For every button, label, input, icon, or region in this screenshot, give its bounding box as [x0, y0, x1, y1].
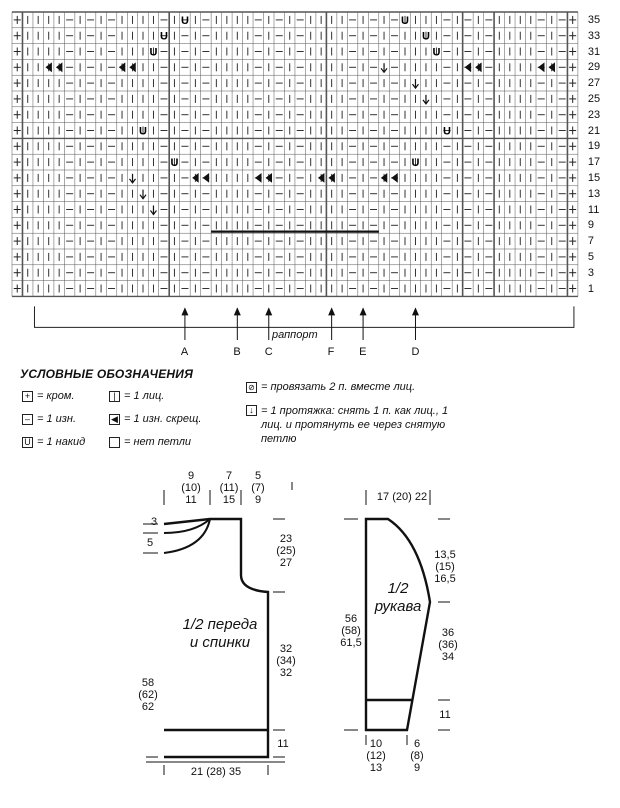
row-number: 29 — [587, 61, 601, 74]
k2tog-icon: ⊘ — [246, 382, 257, 393]
knit-stitch-icon: | — [109, 391, 120, 402]
row-number: 19 — [587, 140, 601, 153]
sleeve-title: 1/2 рукава — [374, 580, 422, 615]
legend-pull-text-3: петлю — [261, 433, 297, 445]
purl-stitch-icon: – — [22, 414, 33, 425]
row-number: 23 — [587, 108, 601, 121]
body-rib: 11 — [277, 738, 289, 750]
row-number: 5 — [587, 250, 595, 263]
marker-d: D — [411, 346, 420, 359]
svg-text:U: U — [442, 125, 451, 138]
marker-a: A — [180, 346, 189, 359]
edge-stitch-icon: + — [22, 391, 33, 402]
sleeve-cap: 13,5 (15) 16,5 — [434, 549, 456, 585]
svg-text:U: U — [411, 157, 420, 170]
row-number: 33 — [587, 29, 601, 42]
svg-text:U: U — [170, 157, 179, 170]
legend-pull-text-2: лиц. и протянуть ее через снятую — [261, 419, 446, 431]
row-number: 25 — [587, 92, 601, 105]
row-number: 9 — [587, 219, 595, 232]
sleeve-bottom-b: 6 (8) 9 — [410, 738, 424, 774]
svg-text:U: U — [180, 14, 189, 27]
purl-cross-icon: ◀ — [109, 414, 120, 425]
pull-through-icon: ↓ — [246, 405, 257, 416]
legend-edge-text: = кром. — [37, 390, 75, 402]
body-armhole: 23 (25) 27 — [276, 533, 296, 569]
row-number: 1 — [587, 282, 595, 295]
legend-purl-text: = 1 изн. — [37, 413, 76, 425]
body-neck-front: 5 — [146, 537, 154, 549]
svg-text:U: U — [401, 14, 409, 27]
svg-text:U: U — [432, 46, 441, 59]
marker-b: B — [233, 346, 241, 359]
row-number: 11 — [587, 203, 600, 216]
row-number: 13 — [587, 187, 601, 200]
legend-no-stitch-text: = нет петли — [124, 436, 192, 448]
body-total: 58 (62) 62 — [138, 677, 158, 713]
legend-knit-text: = 1 лиц. — [124, 390, 165, 402]
body-top-b: 7 (11) 15 — [219, 470, 239, 506]
row-number: 31 — [587, 45, 601, 58]
marker-f: F — [327, 346, 335, 359]
legend-purl-cross-text: = 1 изн. скрещ. — [124, 413, 202, 425]
row-number: 3 — [587, 266, 595, 279]
body-title: 1/2 переда и спинки — [182, 616, 258, 651]
marker-e: E — [359, 346, 367, 359]
body-top-c: 5 (7) 9 — [251, 470, 265, 506]
sleeve-bottom-a: 10 (12) 13 — [366, 738, 386, 774]
legend-title: УСЛОВНЫЕ ОБОЗНАЧЕНИЯ — [20, 367, 194, 381]
sleeve-outline — [366, 519, 430, 730]
row-number: 7 — [587, 235, 595, 248]
sleeve-total: 56 (58) 61,5 — [340, 613, 362, 649]
body-bottom: 21 (28) 35 — [190, 766, 242, 778]
body-neck-back: 3 — [150, 516, 158, 528]
sleeve-rib: 11 — [439, 709, 451, 721]
body-side: 32 (34) 32 — [276, 643, 296, 679]
row-number: 27 — [587, 77, 601, 90]
marker-c: C — [264, 346, 273, 359]
svg-text:U: U — [159, 30, 168, 43]
svg-text:U: U — [139, 125, 147, 138]
row-number: 21 — [587, 124, 601, 137]
sleeve-side: 36 (36) 34 — [438, 627, 458, 663]
svg-text:U: U — [421, 30, 430, 43]
legend-pull-text-1: = 1 протяжка: снять 1 п. как лиц., 1 — [261, 405, 449, 417]
body-top-a: 9 (10) 11 — [181, 470, 201, 506]
row-number: 17 — [587, 156, 601, 169]
legend-yo-text: = 1 накид — [37, 436, 86, 448]
repeat-label: раппорт — [272, 329, 318, 341]
legend-k2tog-text: = провязать 2 п. вместе лиц. — [261, 381, 416, 393]
svg-text:U: U — [149, 46, 158, 59]
row-number: 15 — [587, 171, 601, 184]
row-number: 35 — [587, 13, 601, 26]
sleeve-top: 17 (20) 22 — [376, 491, 428, 503]
yarn-over-icon: U — [22, 437, 33, 448]
